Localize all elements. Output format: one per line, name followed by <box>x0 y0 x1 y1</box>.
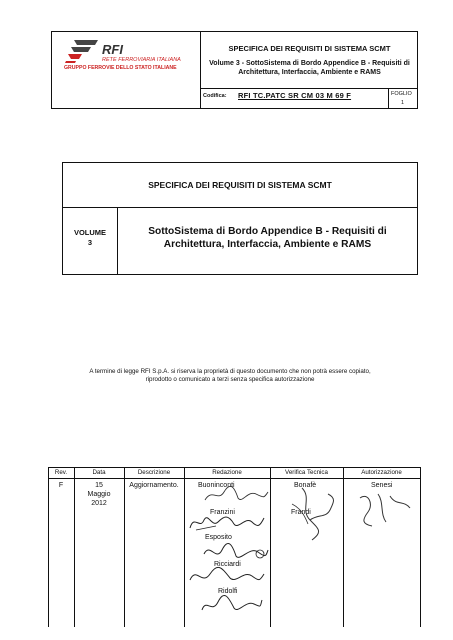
verifica-name-2: Frandi <box>291 509 311 516</box>
redazione-name-2: Franzini <box>210 509 235 516</box>
logo-subtitle-1: RETE FERROVIARIA ITALIANA <box>102 57 181 63</box>
row-rev: F <box>58 482 64 489</box>
row-descrizione: Aggiornamento. <box>129 482 179 489</box>
signature-bonafe <box>282 484 342 544</box>
row-date-month: Maggio <box>87 491 111 498</box>
logo-text: RFI <box>102 42 123 57</box>
header-rev: Rev. <box>54 469 68 476</box>
signature-buoninconti <box>200 484 270 506</box>
main-title: SPECIFICA DEI REQUISITI DI SISTEMA SCMT <box>148 180 332 190</box>
signature-senesi <box>354 488 414 532</box>
signature-esposito <box>200 540 270 564</box>
header-data: Data <box>92 469 106 476</box>
row-date-day: 15 <box>95 482 103 489</box>
redazione-name-1: Buoninconti <box>198 482 235 489</box>
redazione-name-3: Esposito <box>205 534 232 541</box>
signature-ricciardi <box>186 562 266 588</box>
main-subtitle-line-1: SottoSistema di Bordo Appendice B - Requisiti di <box>148 226 387 237</box>
notice-line-2: riprodotto o comunicato a terzi senza specifica autorizzazione <box>145 376 315 383</box>
header-redazione: Redazione <box>212 469 242 476</box>
main-subtitle-line-2: Architettura, Interfaccia, Ambiente e RAMS <box>163 239 372 250</box>
foglio-value: 1 <box>401 100 405 106</box>
header-descrizione: Descrizione <box>137 469 171 476</box>
logo-subtitle-2: GRUPPO FERROVIE DELLO STATO ITALIANE <box>64 65 177 71</box>
row-date-year: 2012 <box>91 500 107 507</box>
verifica-name-1: Bonafè <box>294 482 317 489</box>
header-volume-line-2: Architettura, Interfaccia, Ambiente e RAMS <box>238 69 381 76</box>
notice-line-1: A termine di legge RFI S.p.A. si riserva la proprietà di questo documento che non potrà essere copiato, <box>89 368 371 375</box>
volume-label: VOLUME <box>73 228 107 237</box>
fs-logo-icon <box>64 38 102 64</box>
signature-franzini <box>186 508 266 534</box>
codifica-label: Codifica: <box>203 93 227 99</box>
volume-number: 3 <box>87 238 93 247</box>
autorizzazione-name-1: Senesi <box>371 482 393 489</box>
signature-ridolfi <box>198 592 264 616</box>
header-doc-title: SPECIFICA DEI REQUISITI DI SISTEMA SCMT <box>228 44 391 53</box>
redazione-name-5: Ridolfi <box>218 588 238 595</box>
header-volume-line-1: Volume 3 - SottoSistema di Bordo Appendice B - Requisiti di <box>209 60 410 67</box>
foglio-label: FOGLIO <box>391 91 412 97</box>
header-verifica: Verifica Tecnica <box>285 469 328 476</box>
redazione-name-4: Ricciardi <box>214 561 241 568</box>
header-autorizzazione: Autorizzazione <box>361 469 402 476</box>
rfi-logo <box>64 36 194 76</box>
codifica-value: RFI TC.PATC SR CM 03 M 69 F <box>238 91 352 100</box>
